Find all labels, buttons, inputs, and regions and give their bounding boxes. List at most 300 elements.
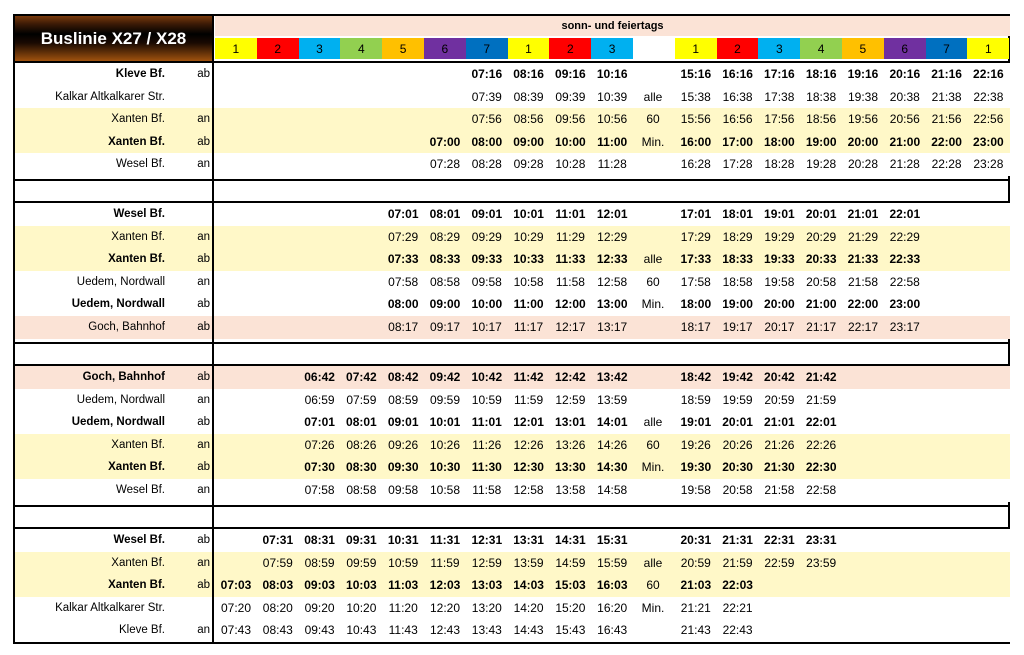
departure-time: 08:20 xyxy=(262,600,293,615)
departure-time: 10:39 xyxy=(597,89,628,104)
departure-time: 08:43 xyxy=(262,623,293,638)
departure-time: 18:33 xyxy=(722,252,753,267)
departure-time: 10:42 xyxy=(471,370,503,384)
departure-time: 19:33 xyxy=(764,252,795,267)
departure-time: 21:38 xyxy=(931,89,962,104)
arrival-departure-marker: an xyxy=(197,624,210,637)
departure-time: 22:29 xyxy=(889,229,920,244)
departure-time: 20:42 xyxy=(764,370,795,384)
departure-time: 14:03 xyxy=(513,578,544,593)
station-name: Kleve Bf. xyxy=(118,624,165,637)
departure-time: 09:59 xyxy=(429,392,461,407)
departure-time: 21:58 xyxy=(764,483,795,497)
departure-time: 11:00 xyxy=(513,297,544,312)
table-row xyxy=(15,316,1010,339)
column-code-17: 6 xyxy=(884,38,926,59)
departure-time: 08:03 xyxy=(262,578,294,593)
departure-time: 07:30 xyxy=(304,460,335,475)
departure-time: 21:21 xyxy=(680,600,711,615)
departure-time: 21:26 xyxy=(764,437,795,452)
departure-time: 17:00 xyxy=(722,134,753,149)
departure-time: 20:00 xyxy=(764,297,795,312)
departure-time: 11:43 xyxy=(388,623,418,638)
departure-time: 23:31 xyxy=(805,533,837,547)
departure-time: 21:58 xyxy=(847,274,879,289)
column-code-10: 3 xyxy=(591,38,633,59)
departure-time: 11:58 xyxy=(555,274,585,289)
interval-note: 60 xyxy=(646,578,660,593)
departure-time: 16:20 xyxy=(597,600,628,615)
departure-time: 12:20 xyxy=(429,600,461,615)
departure-time: 21:31 xyxy=(722,533,753,547)
departure-time: 07:33 xyxy=(387,252,419,267)
departure-time: 11:31 xyxy=(429,533,461,547)
departure-time: 10:29 xyxy=(513,229,544,244)
departure-time: 09:20 xyxy=(304,600,335,615)
departure-time: 20:59 xyxy=(680,555,711,570)
departure-time: 13:01 xyxy=(555,415,586,430)
departure-time: 18:42 xyxy=(680,370,712,384)
arrival-departure-marker: ab xyxy=(197,321,210,333)
table-row xyxy=(15,389,1010,412)
departure-time: 11:29 xyxy=(555,229,585,244)
departure-time: 08:01 xyxy=(346,415,377,430)
departure-time: 08:00 xyxy=(471,134,503,149)
table-row xyxy=(15,366,1010,389)
departure-time: 17:33 xyxy=(680,252,712,267)
departure-time: 11:20 xyxy=(388,600,418,615)
departure-time: 23:28 xyxy=(973,157,1004,172)
table-row xyxy=(15,293,1010,316)
departure-time: 08:00 xyxy=(387,297,419,312)
table-row xyxy=(15,619,1010,642)
departure-time: 12:58 xyxy=(513,483,544,497)
departure-time: 09:16 xyxy=(555,67,586,81)
departure-time: 08:58 xyxy=(346,483,377,497)
departure-time: 19:56 xyxy=(847,112,879,127)
departure-time: 22:33 xyxy=(889,252,921,267)
table-row xyxy=(15,411,1010,434)
departure-time: 13:03 xyxy=(471,578,503,593)
departure-time: 17:38 xyxy=(764,89,795,104)
departure-time: 23:00 xyxy=(889,297,921,312)
table-row xyxy=(15,226,1010,249)
departure-time: 21:33 xyxy=(847,252,879,267)
departure-time: 20:16 xyxy=(889,67,921,81)
arrival-departure-marker: an xyxy=(197,393,210,406)
departure-time: 15:56 xyxy=(680,112,711,127)
departure-time: 14:31 xyxy=(555,533,586,547)
departure-time: 21:29 xyxy=(847,229,879,244)
arrival-departure-marker: an xyxy=(197,158,210,171)
departure-time: 10:26 xyxy=(429,437,461,452)
row-separator xyxy=(15,342,1010,344)
departure-time: 14:20 xyxy=(513,600,544,615)
departure-time: 10:00 xyxy=(555,134,586,149)
station-name: Uedem, Nordwall xyxy=(71,298,165,311)
departure-time: 10:31 xyxy=(387,533,419,547)
departure-time: 17:29 xyxy=(680,229,711,244)
arrival-departure-marker: an xyxy=(197,113,210,126)
station-name: Xanten Bf. xyxy=(108,579,165,592)
departure-time: 12:59 xyxy=(555,392,586,407)
departure-time: 07:01 xyxy=(304,415,335,430)
day-type-header: sonn- und feiertags xyxy=(215,16,1010,36)
departure-time: 10:01 xyxy=(429,415,461,430)
departure-time: 21:00 xyxy=(805,297,837,312)
departure-time: 19:00 xyxy=(722,297,753,312)
station-name: Kalkar Altkalkarer Str. xyxy=(55,90,165,103)
departure-time: 20:26 xyxy=(722,437,753,452)
departure-time: 16:03 xyxy=(596,578,628,593)
departure-time: 10:01 xyxy=(513,207,544,221)
departure-time: 11:30 xyxy=(471,460,502,475)
departure-time: 12:58 xyxy=(597,274,628,289)
departure-time: 21:00 xyxy=(889,134,921,149)
departure-time: 23:00 xyxy=(973,134,1004,149)
departure-time: 09:28 xyxy=(513,157,544,172)
departure-time: 07:00 xyxy=(429,134,461,149)
departure-time: 10:59 xyxy=(471,392,502,407)
departure-time: 19:00 xyxy=(805,134,837,149)
departure-time: 15:31 xyxy=(596,533,628,547)
departure-time: 22:58 xyxy=(889,274,920,289)
departure-time: 20:29 xyxy=(806,229,837,244)
table-row xyxy=(15,552,1010,575)
departure-time: 23:59 xyxy=(806,555,837,570)
departure-time: 15:03 xyxy=(555,578,586,593)
departure-time: 20:33 xyxy=(805,252,837,267)
departure-time: 19:38 xyxy=(847,89,879,104)
column-code-18: 7 xyxy=(926,38,968,59)
departure-time: 10:56 xyxy=(597,112,628,127)
departure-time: 19:29 xyxy=(764,229,795,244)
departure-time: 12:01 xyxy=(513,415,544,430)
departure-time: 12:17 xyxy=(555,320,586,334)
departure-time: 18:29 xyxy=(722,229,753,244)
departure-time: 21:01 xyxy=(764,415,795,430)
departure-time: 07:43 xyxy=(220,623,252,638)
departure-time: 11:59 xyxy=(430,555,460,570)
departure-time: 08:30 xyxy=(346,460,377,475)
interval-note: alle xyxy=(643,252,663,267)
departure-time: 09:00 xyxy=(429,297,461,312)
departure-time: 07:31 xyxy=(262,533,294,547)
departure-time: 10:59 xyxy=(388,555,419,570)
departure-time: 22:31 xyxy=(764,533,795,547)
station-name: Uedem, Nordwall xyxy=(76,275,165,288)
departure-time: 21:59 xyxy=(722,555,753,570)
departure-time: 22:01 xyxy=(805,415,837,430)
station-name: Kalkar Altkalkarer Str. xyxy=(55,601,165,614)
departure-time: 17:56 xyxy=(764,112,795,127)
departure-time: 23:17 xyxy=(889,320,920,334)
departure-time: 13:42 xyxy=(596,370,628,384)
departure-time: 09:58 xyxy=(471,274,502,289)
departure-time: 19:59 xyxy=(722,392,753,407)
departure-time: 08:16 xyxy=(513,67,544,81)
departure-time: 21:42 xyxy=(805,370,837,384)
departure-time: 21:43 xyxy=(680,623,711,638)
departure-time: 18:00 xyxy=(680,297,712,312)
departure-time: 22:59 xyxy=(764,555,795,570)
departure-time: 13:59 xyxy=(513,555,544,570)
departure-time: 19:30 xyxy=(680,460,712,475)
departure-time: 11:26 xyxy=(472,437,502,452)
arrival-departure-marker: ab xyxy=(197,298,210,311)
arrival-departure-marker: an xyxy=(197,275,210,288)
table-row xyxy=(15,529,1010,552)
arrival-departure-marker: an xyxy=(197,230,210,243)
departure-time: 22:58 xyxy=(806,483,837,497)
interval-note: alle xyxy=(643,415,663,430)
departure-time: 18:00 xyxy=(764,134,795,149)
table-row xyxy=(15,479,1010,502)
departure-time: 22:03 xyxy=(722,578,753,593)
interval-note: Min. xyxy=(641,460,665,475)
departure-time: 11:01 xyxy=(555,207,586,221)
departure-time: 07:58 xyxy=(304,483,335,497)
departure-time: 08:56 xyxy=(513,112,544,127)
departure-time: 07:42 xyxy=(346,370,377,384)
timetable xyxy=(13,14,1010,644)
arrival-departure-marker: ab xyxy=(197,253,210,266)
departure-time: 18:59 xyxy=(680,392,711,407)
departure-time: 22:17 xyxy=(847,320,879,334)
departure-time: 21:01 xyxy=(847,207,879,221)
departure-time: 12:26 xyxy=(513,437,544,452)
departure-time: 12:03 xyxy=(429,578,461,593)
arrival-departure-marker: an xyxy=(197,438,210,451)
departure-time: 19:01 xyxy=(764,207,795,221)
departure-time: 15:38 xyxy=(680,89,711,104)
arrival-departure-marker: ab xyxy=(197,135,210,148)
departure-time: 15:16 xyxy=(680,67,712,81)
departure-time: 16:16 xyxy=(722,67,753,81)
departure-time: 10:16 xyxy=(596,67,628,81)
departure-time: 08:33 xyxy=(429,252,461,267)
line-title: Buslinie X27 / X28 xyxy=(15,16,212,61)
station-name: Xanten Bf. xyxy=(108,135,165,148)
departure-time: 07:26 xyxy=(304,437,335,452)
departure-time: 14:59 xyxy=(555,555,586,570)
departure-time: 19:16 xyxy=(847,67,879,81)
departure-time: 14:58 xyxy=(597,483,628,497)
departure-time: 19:17 xyxy=(722,320,753,334)
departure-time: 21:03 xyxy=(680,578,712,593)
departure-time: 18:56 xyxy=(806,112,837,127)
table-row xyxy=(15,203,1010,226)
departure-time: 20:01 xyxy=(805,207,837,221)
column-code-15: 4 xyxy=(800,38,842,59)
departure-time: 07:59 xyxy=(262,555,293,570)
column-code-4: 4 xyxy=(340,38,382,59)
departure-time: 09:43 xyxy=(304,623,335,638)
table-row xyxy=(15,456,1010,479)
departure-time: 08:58 xyxy=(429,274,461,289)
departure-time: 14:43 xyxy=(513,623,544,638)
departure-time: 11:17 xyxy=(514,320,544,334)
departure-time: 10:33 xyxy=(513,252,544,267)
departure-time: 20:17 xyxy=(764,320,795,334)
arrival-departure-marker: ab xyxy=(197,371,210,383)
departure-time: 07:29 xyxy=(388,229,419,244)
departure-time: 20:00 xyxy=(847,134,879,149)
column-code-7: 7 xyxy=(466,38,508,59)
departure-time: 10:43 xyxy=(346,623,377,638)
departure-time: 13:31 xyxy=(513,533,544,547)
departure-time: 14:01 xyxy=(596,415,628,430)
departure-time: 08:01 xyxy=(429,207,461,221)
departure-time: 12:33 xyxy=(596,252,628,267)
departure-time: 07:16 xyxy=(471,67,503,81)
departure-time: 12:00 xyxy=(555,297,586,312)
departure-time: 22:28 xyxy=(931,157,962,172)
departure-time: 16:00 xyxy=(680,134,712,149)
table-row xyxy=(15,434,1010,457)
table-row xyxy=(15,574,1010,597)
departure-time: 10:17 xyxy=(471,320,502,334)
departure-time: 08:17 xyxy=(388,320,419,334)
departure-time: 20:58 xyxy=(722,483,753,497)
departure-time: 22:00 xyxy=(847,297,879,312)
station-name: Wesel Bf. xyxy=(116,484,165,496)
interval-note: 60 xyxy=(646,112,660,127)
departure-time: 18:58 xyxy=(722,274,753,289)
departure-time: 19:58 xyxy=(680,483,711,497)
departure-time: 08:39 xyxy=(513,89,544,104)
departure-time: 07:01 xyxy=(387,207,419,221)
departure-time: 20:31 xyxy=(680,533,712,547)
table-row xyxy=(15,597,1010,620)
departure-time: 15:59 xyxy=(597,555,628,570)
column-code-3: 3 xyxy=(299,38,341,59)
column-code-19: 1 xyxy=(967,38,1009,59)
departure-time: 12:59 xyxy=(471,555,502,570)
departure-time: 18:16 xyxy=(805,67,837,81)
departure-time: 11:28 xyxy=(597,157,627,172)
interval-note: alle xyxy=(643,89,663,104)
departure-time: 10:03 xyxy=(346,578,377,593)
station-name: Xanten Bf. xyxy=(108,253,165,266)
departure-time: 20:30 xyxy=(722,460,753,475)
departure-time: 18:01 xyxy=(722,207,753,221)
departure-time: 22:00 xyxy=(931,134,962,149)
departure-time: 11:58 xyxy=(472,483,502,497)
departure-time: 13:58 xyxy=(555,483,586,497)
departure-time: 09:58 xyxy=(388,483,419,497)
departure-time: 22:43 xyxy=(722,623,753,638)
table-row xyxy=(15,108,1010,131)
row-separator xyxy=(15,505,1010,507)
departure-time: 10:20 xyxy=(346,600,377,615)
departure-time: 10:00 xyxy=(471,297,503,312)
departure-time: 13:30 xyxy=(555,460,586,475)
interval-note: alle xyxy=(643,555,663,570)
departure-time: 07:39 xyxy=(471,89,502,104)
column-code-16: 5 xyxy=(842,38,884,59)
departure-time: 11:59 xyxy=(514,392,544,407)
departure-time: 10:58 xyxy=(429,483,461,497)
departure-time: 06:59 xyxy=(304,392,335,407)
departure-time: 11:42 xyxy=(513,370,544,384)
departure-time: 16:38 xyxy=(722,89,753,104)
table-row xyxy=(15,63,1010,86)
departure-time: 22:21 xyxy=(722,600,753,615)
arrival-departure-marker: ab xyxy=(197,534,210,546)
departure-time: 08:29 xyxy=(429,229,461,244)
departure-time: 21:30 xyxy=(764,460,795,475)
departure-time: 09:26 xyxy=(388,437,419,452)
departure-time: 17:58 xyxy=(680,274,711,289)
departure-time: 22:56 xyxy=(973,112,1004,127)
departure-time: 19:26 xyxy=(680,437,711,452)
departure-time: 11:01 xyxy=(471,415,502,430)
departure-time: 11:00 xyxy=(597,134,628,149)
departure-time: 16:28 xyxy=(680,157,711,172)
departure-time: 12:43 xyxy=(429,623,461,638)
station-name: Wesel Bf. xyxy=(113,534,165,546)
table-row xyxy=(15,271,1010,294)
departure-time: 13:00 xyxy=(596,297,628,312)
station-name: Goch, Bahnhof xyxy=(82,371,165,383)
station-name: Wesel Bf. xyxy=(116,158,165,171)
departure-time: 13:59 xyxy=(597,392,628,407)
departure-time: 22:30 xyxy=(805,460,837,475)
departure-time: 20:01 xyxy=(722,415,753,430)
departure-time: 18:28 xyxy=(764,157,795,172)
departure-time: 08:28 xyxy=(471,157,502,172)
departure-time: 08:26 xyxy=(346,437,377,452)
departure-time: 11:33 xyxy=(555,252,586,267)
departure-time: 18:38 xyxy=(806,89,837,104)
station-name: Wesel Bf. xyxy=(113,208,165,220)
departure-time: 12:29 xyxy=(597,229,628,244)
departure-time: 12:01 xyxy=(596,207,628,221)
departure-time: 09:39 xyxy=(555,89,586,104)
column-code-9: 2 xyxy=(549,38,591,59)
departure-time: 10:58 xyxy=(513,274,544,289)
departure-time: 14:30 xyxy=(596,460,628,475)
table-row xyxy=(15,131,1010,154)
departure-time: 20:56 xyxy=(889,112,920,127)
table-row xyxy=(15,153,1010,176)
departure-time: 16:56 xyxy=(722,112,753,127)
departure-time: 14:26 xyxy=(597,437,628,452)
interval-note: Min. xyxy=(641,600,665,615)
column-code-1: 1 xyxy=(215,38,257,59)
departure-time: 08:31 xyxy=(304,533,335,547)
departure-time: 17:16 xyxy=(764,67,795,81)
departure-time: 21:56 xyxy=(931,112,962,127)
departure-time: 13:20 xyxy=(471,600,502,615)
row-separator xyxy=(15,179,1010,181)
departure-time: 09:00 xyxy=(513,134,544,149)
station-name: Xanten Bf. xyxy=(111,113,165,126)
column-code-11 xyxy=(633,38,675,59)
departure-time: 19:28 xyxy=(806,157,837,172)
column-code-8: 1 xyxy=(508,38,550,59)
departure-time: 20:38 xyxy=(889,89,920,104)
departure-time: 19:58 xyxy=(764,274,795,289)
station-name: Kleve Bf. xyxy=(115,68,165,80)
column-code-2: 2 xyxy=(257,38,299,59)
departure-time: 11:03 xyxy=(388,578,419,593)
departure-time: 12:31 xyxy=(471,533,503,547)
departure-time: 10:30 xyxy=(429,460,461,475)
departure-time: 20:28 xyxy=(847,157,879,172)
departure-time: 09:17 xyxy=(429,320,461,334)
